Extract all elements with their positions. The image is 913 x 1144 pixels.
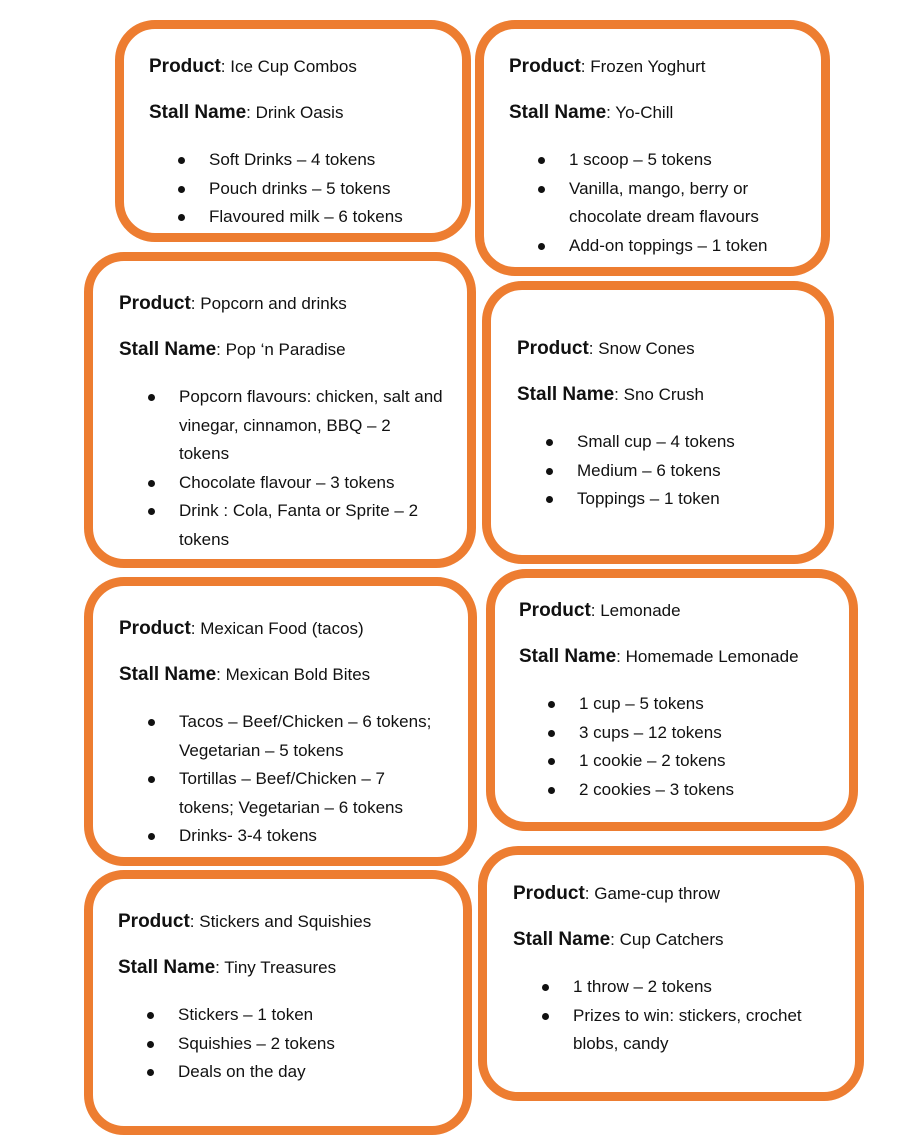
stall-name-line (149, 102, 462, 124)
list-item: 3 cups – 12 tokens (579, 719, 829, 748)
product-name: : Mexican Food (tacos) (190, 619, 364, 638)
list-item: Vanilla, mango, berry or chocolate dream flavours (569, 175, 799, 232)
list-item: Pouch drinks – 5 tokens (209, 175, 462, 204)
stall-name-label: Stall Name (517, 384, 615, 405)
product-label: Product (509, 56, 581, 77)
stall-card-cup-catchers (478, 846, 864, 1101)
product-line (119, 618, 448, 640)
product-line (519, 600, 829, 622)
product-name: : Ice Cup Combos (220, 57, 357, 76)
list-item: Soft Drinks – 4 tokens (209, 146, 462, 175)
product-label: Product (519, 600, 591, 621)
stall-card-tiny-treasures (84, 870, 472, 1135)
stall-name-line (519, 646, 829, 668)
product-name: : Stickers and Squishies (189, 912, 372, 931)
stall-card-mexican-bold-bites (84, 577, 477, 866)
product-label: Product (149, 56, 221, 77)
stall-name-line (513, 929, 835, 951)
product-name: : Snow Cones (588, 339, 695, 358)
product-label: Product (517, 338, 589, 359)
stall-name-line (119, 339, 447, 361)
stall-card-drink-oasis (115, 20, 471, 242)
stall-name-label: Stall Name (519, 646, 617, 667)
list-item: Toppings – 1 token (577, 485, 805, 514)
price-list (517, 428, 805, 514)
list-item: Medium – 6 tokens (577, 457, 805, 486)
product-label: Product (118, 911, 190, 932)
price-list (119, 708, 448, 851)
list-item: Squishies – 2 tokens (178, 1030, 443, 1059)
product-name: : Lemonade (590, 601, 681, 620)
stall-name: : Pop ‘n Paradise (216, 340, 346, 359)
list-item: Add-on toppings – 1 token (569, 232, 801, 261)
stall-name-label: Stall Name (509, 102, 607, 123)
product-name: : Game-cup throw (584, 884, 720, 903)
product-label: Product (119, 618, 191, 639)
stall-card-pop-n-paradise (84, 252, 476, 568)
product-label: Product (119, 293, 191, 314)
product-name: : Frozen Yoghurt (580, 57, 706, 76)
list-item: Flavoured milk – 6 tokens (209, 203, 462, 232)
list-item: Popcorn flavours: chicken, salt and vinegar, cinnamon, BBQ – 2 tokens (179, 383, 444, 469)
stall-card-homemade-lemonade (486, 569, 858, 831)
list-item: Small cup – 4 tokens (577, 428, 805, 457)
product-label: Product (513, 883, 585, 904)
price-list (519, 690, 829, 804)
list-item: 1 cup – 5 tokens (579, 690, 829, 719)
stall-card-yo-chill (475, 20, 830, 276)
list-item: 1 scoop – 5 tokens (569, 146, 801, 175)
stall-card-sno-crush (482, 281, 834, 564)
stall-name: : Drink Oasis (246, 103, 344, 122)
stall-name: : Homemade Lemonade (616, 647, 799, 666)
price-list (513, 973, 835, 1059)
stall-name-line (509, 102, 801, 124)
stall-name-line (119, 664, 448, 686)
stall-name-label: Stall Name (119, 664, 217, 685)
product-line (149, 56, 462, 78)
list-item: Tacos – Beef/Chicken – 6 tokens; Vegetarian – 5 tokens (179, 708, 454, 765)
list-item: 2 cookies – 3 tokens (579, 776, 829, 805)
price-list (509, 146, 801, 260)
list-item: 1 throw – 2 tokens (573, 973, 835, 1002)
list-item: Drink : Cola, Fanta or Sprite – 2 tokens (179, 497, 444, 554)
stall-name: : Sno Crush (614, 385, 704, 404)
stall-name-label: Stall Name (118, 957, 216, 978)
list-item: Stickers – 1 token (178, 1001, 443, 1030)
price-list (118, 1001, 443, 1087)
stall-name-label: Stall Name (119, 339, 217, 360)
price-list (149, 146, 462, 232)
product-line (509, 56, 801, 78)
list-item: 1 cookie – 2 tokens (579, 747, 829, 776)
list-item: Deals on the day (178, 1058, 443, 1087)
stall-name: : Tiny Treasures (215, 958, 337, 977)
product-name: : Popcorn and drinks (190, 294, 347, 313)
product-line (119, 293, 447, 315)
stall-name-label: Stall Name (149, 102, 247, 123)
stall-name-line (118, 957, 443, 979)
stall-name-line (517, 384, 805, 406)
price-list (119, 383, 447, 554)
product-line (118, 911, 443, 933)
list-item: Tortillas – Beef/Chicken – 7 tokens; Vegetarian – 6 tokens (179, 765, 429, 822)
product-line (517, 338, 805, 360)
stall-name: : Yo-Chill (606, 103, 674, 122)
list-item: Prizes to win: stickers, crochet blobs, candy (573, 1002, 828, 1059)
product-line (513, 883, 835, 905)
list-item: Drinks- 3-4 tokens (179, 822, 448, 851)
list-item: Chocolate flavour – 3 tokens (179, 469, 447, 498)
stall-name: : Cup Catchers (610, 930, 724, 949)
stall-name: : Mexican Bold Bites (216, 665, 371, 684)
stall-name-label: Stall Name (513, 929, 611, 950)
